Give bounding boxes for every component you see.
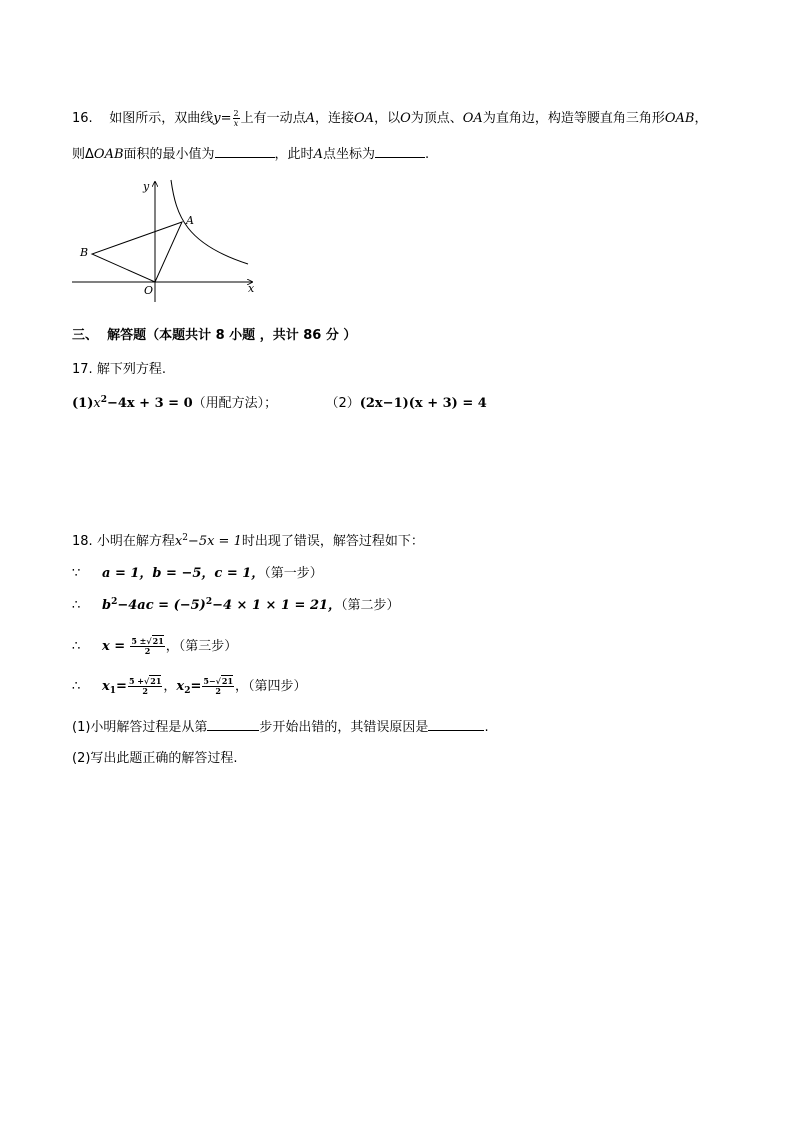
answer-blank-reason[interactable]	[428, 718, 484, 731]
answer-blank-step[interactable]	[207, 718, 259, 731]
q18-question1: (1)小明解答过程是从第 步开始出错的，其错误原因是 .	[72, 720, 489, 735]
q18-step2: ∴ $b^2-4ac = (-5)^2-4 \times 1 \times 1 = 21$，（第二步）	[72, 597, 400, 613]
q18-intro: 18. 小明在解方程$x^2-5x = 1$时出现了错误，解答过程如下：	[72, 533, 424, 549]
section3-heading: 三、 解答题（本题共计 8 小题 ，共计 86 分 ）	[72, 328, 357, 343]
q16-fraction: $\frac{2}{x}$	[233, 109, 239, 128]
q18-step3: ∴ x = $\frac{5 \pm√21}{2}$ ，（第三步）	[72, 636, 238, 656]
hyperbola-curve	[171, 180, 248, 264]
q16-eq-sign: =	[220, 111, 232, 126]
label-B: B	[80, 246, 89, 259]
q16-line1: 16. 如图所示，双曲线y= $\frac{2}{x}$ 上有一动点A，连接OA，以O为顶点、OA为直角边，构造等腰直角三角形OAB，	[72, 109, 708, 128]
q18-step3-fraction: $\frac{5 \pm√21}{2}$	[131, 636, 164, 656]
q16-text: 如图所示，双曲线	[109, 111, 214, 126]
q16-eq-lhs: y	[213, 111, 221, 126]
q16-line2: 则ΔOAB面积的最小值为 ，此时A点坐标为 .	[72, 147, 430, 162]
label-x: x	[248, 282, 255, 295]
q18-x1-fraction: $\frac{5 +√21}{2}$	[128, 676, 162, 696]
q17-title: 17. 解下列方程.	[72, 362, 166, 377]
triangle-OAB	[92, 222, 182, 282]
q17-parts: $(1)x^2-4x + 3 = 0$（用配方法）； （2）(2x−1)(x + 3) = 4	[72, 395, 487, 411]
label-A: A	[186, 214, 194, 227]
q18-x2-fraction: $\frac{5-√21}{2}$	[203, 676, 234, 696]
label-O: O	[144, 284, 154, 297]
label-y: y	[143, 180, 150, 193]
q18-question2: (2)写出此题正确的解答过程.	[72, 751, 238, 766]
q16-number: 16.	[72, 111, 93, 126]
q16-figure	[68, 176, 268, 306]
answer-blank-area[interactable]	[215, 145, 275, 158]
q18-step4: ∴ $x_1=$ $\frac{5 +√21}{2}$ ，$x_2=$ $\frac{5-√21}{2}$ ，（第四步）	[72, 676, 307, 696]
answer-blank-coordinates[interactable]	[375, 145, 425, 158]
q18-step1: ∵ a = 1，b = −5，c = 1，（第一步）	[72, 566, 323, 581]
